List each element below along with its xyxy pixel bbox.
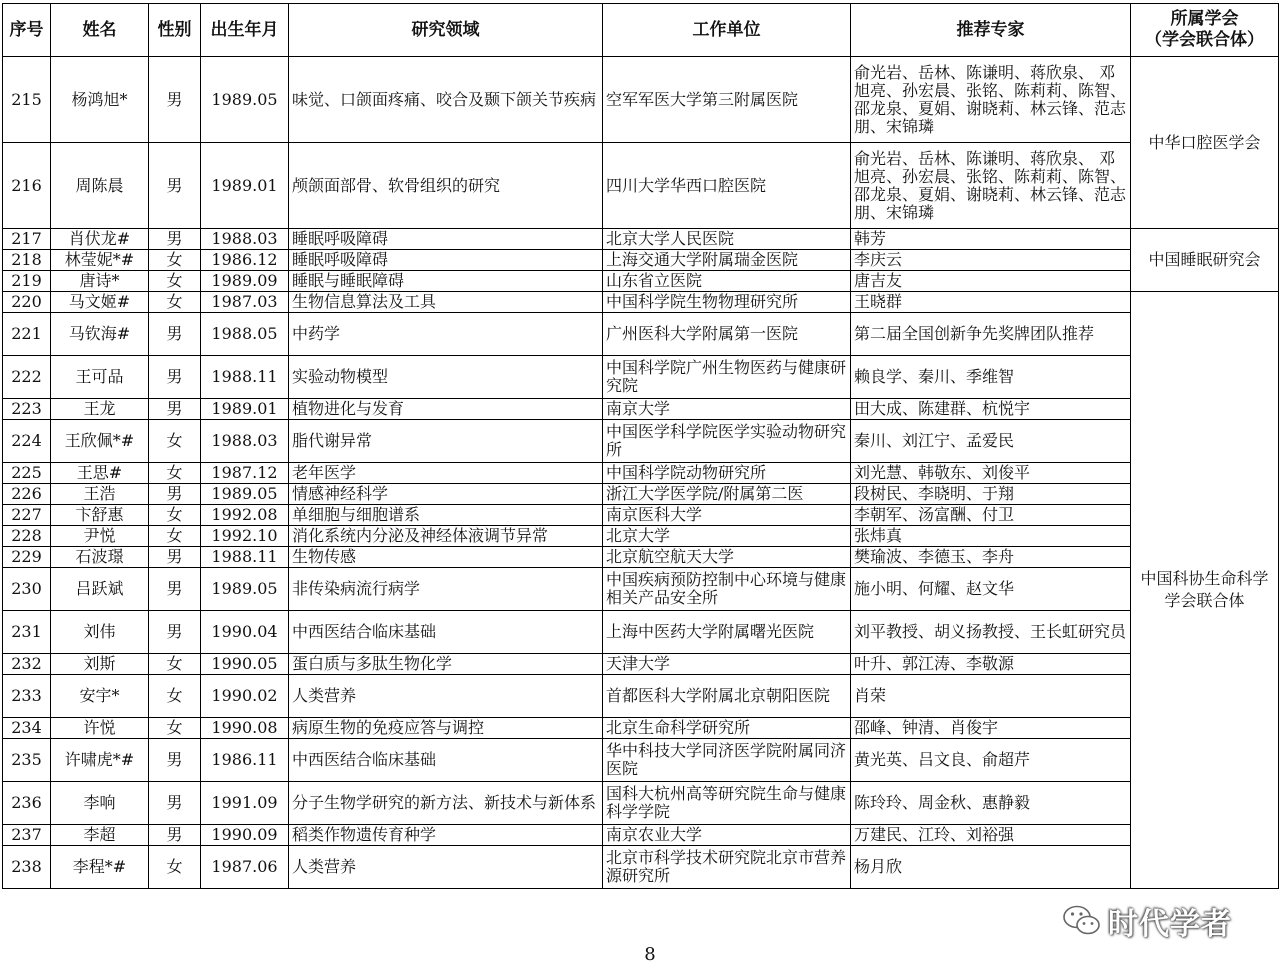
- cell-name: 安宇*: [51, 675, 149, 718]
- cell-experts: 李朝军、汤富酬、付卫: [851, 505, 1131, 526]
- cell-unit: 中国科学院广州生物医药与健康研究院: [603, 356, 851, 399]
- cell-sex: 男: [149, 57, 201, 143]
- cell-unit: 中国科学院动物研究所: [603, 463, 851, 484]
- cell-no: 215: [3, 57, 51, 143]
- header-name: 姓名: [51, 4, 149, 57]
- table-row: [3, 846, 1279, 889]
- cell-no: 220: [3, 292, 51, 313]
- cell-no: 224: [3, 420, 51, 463]
- cell-sex: 女: [149, 505, 201, 526]
- cell-sex: 男: [149, 568, 201, 611]
- cell-birth: 1990.02: [201, 675, 289, 718]
- cell-birth: 1986.11: [201, 739, 289, 782]
- cell-birth: 1990.04: [201, 611, 289, 654]
- cell-sex: 女: [149, 675, 201, 718]
- cell-unit: 南京医科大学: [603, 505, 851, 526]
- cell-birth: 1987.12: [201, 463, 289, 484]
- cell-field: 人类营养: [289, 675, 603, 718]
- cell-name: 刘伟: [51, 611, 149, 654]
- cell-name: 王欣佩*#: [51, 420, 149, 463]
- cell-name: 马文姬#: [51, 292, 149, 313]
- cell-experts: 邵峰、钟清、肖俊宇: [851, 718, 1131, 739]
- cell-field: 脂代谢异常: [289, 420, 603, 463]
- cell-experts: 段树民、李晓明、于翔: [851, 484, 1131, 505]
- cell-no: 223: [3, 399, 51, 420]
- header-no: 序号: [3, 4, 51, 57]
- cell-unit: 天津大学: [603, 654, 851, 675]
- cell-experts: 李庆云: [851, 250, 1131, 271]
- cell-name: 王思#: [51, 463, 149, 484]
- cell-birth: 1988.11: [201, 547, 289, 568]
- table-row: [3, 420, 1279, 463]
- cell-no: 230: [3, 568, 51, 611]
- table-row: [3, 782, 1279, 825]
- cell-field: 非传染病流行病学: [289, 568, 603, 611]
- cell-field: 情感神经科学: [289, 484, 603, 505]
- cell-unit: 南京农业大学: [603, 825, 851, 846]
- cell-unit: 四川大学华西口腔医院: [603, 143, 851, 229]
- table-row: [3, 611, 1279, 654]
- cell-no: 235: [3, 739, 51, 782]
- cell-experts: 万建民、江玲、刘裕强: [851, 825, 1131, 846]
- cell-unit: 首都医科大学附属北京朝阳医院: [603, 675, 851, 718]
- cell-no: 234: [3, 718, 51, 739]
- cell-sex: 女: [149, 463, 201, 484]
- cell-experts: 樊瑜波、李德玉、李舟: [851, 547, 1131, 568]
- cell-experts: 施小明、何耀、赵文华: [851, 568, 1131, 611]
- cell-no: 217: [3, 229, 51, 250]
- header-sex: 性别: [149, 4, 201, 57]
- header-society-line1: 所属学会: [1170, 9, 1239, 29]
- cell-birth: 1988.03: [201, 229, 289, 250]
- cell-no: 222: [3, 356, 51, 399]
- cell-sex: 男: [149, 547, 201, 568]
- table-row: [3, 505, 1279, 526]
- table-row: [3, 825, 1279, 846]
- cell-experts: 刘光慧、韩敬东、刘俊平: [851, 463, 1131, 484]
- page-number: 8: [644, 944, 656, 965]
- cell-field: 单细胞与细胞谱系: [289, 505, 603, 526]
- cell-field: 分子生物学研究的新方法、新技术与新体系: [289, 782, 603, 825]
- cell-no: 226: [3, 484, 51, 505]
- cell-sex: 女: [149, 420, 201, 463]
- cell-name: 杨鸿旭*: [51, 57, 149, 143]
- cell-experts: 王晓群: [851, 292, 1131, 313]
- table-row: [3, 463, 1279, 484]
- header-unit: 工作单位: [603, 4, 851, 57]
- cell-name: 李超: [51, 825, 149, 846]
- cell-unit: 中国科学院生物物理研究所: [603, 292, 851, 313]
- cell-name: 王浩: [51, 484, 149, 505]
- table-row: [3, 292, 1279, 313]
- cell-experts: 陈玲玲、周金秋、惠静毅: [851, 782, 1131, 825]
- cell-field: 颅颌面部骨、软骨组织的研究: [289, 143, 603, 229]
- cell-sex: 女: [149, 250, 201, 271]
- cell-no: 238: [3, 846, 51, 889]
- cell-experts: 俞光岩、岳林、陈谦明、蒋欣泉、 邓旭亮、孙宏晨、张铭、陈莉莉、陈智、邵龙泉、夏娟、谢晓莉、林云锋、范志朋、宋锦璘: [851, 57, 1131, 143]
- cell-sex: 男: [149, 825, 201, 846]
- cell-name: 吕跃斌: [51, 568, 149, 611]
- cell-sex: 女: [149, 292, 201, 313]
- header-birth: 出生年月: [201, 4, 289, 57]
- table-row: [3, 568, 1279, 611]
- wechat-icon: [1062, 904, 1102, 938]
- cell-sex: 女: [149, 846, 201, 889]
- cell-name: 肖伏龙#: [51, 229, 149, 250]
- cell-name: 林莹妮*#: [51, 250, 149, 271]
- cell-field: 病原生物的免疫应答与调控: [289, 718, 603, 739]
- header-experts: 推荐专家: [851, 4, 1131, 57]
- cell-unit: 上海中医药大学附属曙光医院: [603, 611, 851, 654]
- table-row: [3, 250, 1279, 271]
- cell-birth: 1988.11: [201, 356, 289, 399]
- cell-sex: 男: [149, 739, 201, 782]
- cell-society: 中国睡眠研究会: [1131, 229, 1279, 292]
- cell-name: 许悦: [51, 718, 149, 739]
- cell-name: 刘斯: [51, 654, 149, 675]
- cell-name: 尹悦: [51, 526, 149, 547]
- cell-name: 唐诗*: [51, 271, 149, 292]
- cell-birth: 1986.12: [201, 250, 289, 271]
- cell-no: 237: [3, 825, 51, 846]
- cell-no: 225: [3, 463, 51, 484]
- cell-experts: 唐吉友: [851, 271, 1131, 292]
- cell-field: 实验动物模型: [289, 356, 603, 399]
- cell-field: 中药学: [289, 313, 603, 356]
- cell-sex: 女: [149, 271, 201, 292]
- cell-birth: 1990.09: [201, 825, 289, 846]
- cell-no: 218: [3, 250, 51, 271]
- cell-field: 消化系统内分泌及神经体液调节异常: [289, 526, 603, 547]
- header-row: [3, 4, 1279, 57]
- cell-field: 睡眠呼吸障碍: [289, 229, 603, 250]
- cell-field: 蛋白质与多肽生物化学: [289, 654, 603, 675]
- table-row: [3, 57, 1279, 143]
- cell-unit: 广州医科大学附属第一医院: [603, 313, 851, 356]
- cell-experts: 秦川、刘江宁、孟爱民: [851, 420, 1131, 463]
- cell-unit: 北京航空航天大学: [603, 547, 851, 568]
- cell-birth: 1988.05: [201, 313, 289, 356]
- cell-birth: 1989.01: [201, 399, 289, 420]
- cell-experts: 黄光英、吕文良、俞超芹: [851, 739, 1131, 782]
- cell-unit: 中国疾病预防控制中心环境与健康相关产品安全所: [603, 568, 851, 611]
- cell-experts: 田大成、陈建群、杭悦宇: [851, 399, 1131, 420]
- cell-no: 228: [3, 526, 51, 547]
- cell-no: 229: [3, 547, 51, 568]
- cell-sex: 男: [149, 399, 201, 420]
- cell-birth: 1989.05: [201, 484, 289, 505]
- cell-field: 中西医结合临床基础: [289, 611, 603, 654]
- cell-experts: 赖良学、秦川、季维智: [851, 356, 1131, 399]
- cell-birth: 1989.09: [201, 271, 289, 292]
- cell-no: 232: [3, 654, 51, 675]
- cell-field: 稻类作物遗传育种学: [289, 825, 603, 846]
- cell-unit: 华中科技大学同济医学院附属同济医院: [603, 739, 851, 782]
- table-row: [3, 143, 1279, 229]
- cell-sex: 男: [149, 143, 201, 229]
- cell-unit: 浙江大学医学院/附属第二医: [603, 484, 851, 505]
- cell-no: 231: [3, 611, 51, 654]
- cell-sex: 男: [149, 313, 201, 356]
- cell-sex: 男: [149, 229, 201, 250]
- cell-field: 味觉、口颌面疼痛、咬合及颞下颌关节疾病: [289, 57, 603, 143]
- table-row: [3, 718, 1279, 739]
- cell-sex: 男: [149, 484, 201, 505]
- cell-field: 生物信息算法及工具: [289, 292, 603, 313]
- cell-sex: 女: [149, 718, 201, 739]
- cell-no: 236: [3, 782, 51, 825]
- cell-name: 许啸虎*#: [51, 739, 149, 782]
- cell-birth: 1987.06: [201, 846, 289, 889]
- cell-birth: 1989.05: [201, 57, 289, 143]
- cell-sex: 男: [149, 356, 201, 399]
- cell-name: 王龙: [51, 399, 149, 420]
- cell-no: 216: [3, 143, 51, 229]
- cell-birth: 1990.08: [201, 718, 289, 739]
- cell-unit: 山东省立医院: [603, 271, 851, 292]
- cell-field: 睡眠与睡眠障碍: [289, 271, 603, 292]
- cell-unit: 北京生命科学研究所: [603, 718, 851, 739]
- cell-unit: 国科大杭州高等研究院生命与健康科学学院: [603, 782, 851, 825]
- cell-experts: 刘平教授、胡义扬教授、王长虹研究员: [851, 611, 1131, 654]
- cell-field: 植物进化与发育: [289, 399, 603, 420]
- cell-name: 王可品: [51, 356, 149, 399]
- cell-name: 卞舒惠: [51, 505, 149, 526]
- cell-unit: 北京大学: [603, 526, 851, 547]
- table-row: [3, 547, 1279, 568]
- watermark-text: 时代学者: [1108, 907, 1232, 942]
- cell-society: 中华口腔医学会: [1131, 57, 1279, 229]
- cell-name: 李响: [51, 782, 149, 825]
- cell-no: 219: [3, 271, 51, 292]
- table-row: [3, 739, 1279, 782]
- cell-experts: 杨月欣: [851, 846, 1131, 889]
- cell-sex: 女: [149, 526, 201, 547]
- cell-field: 老年医学: [289, 463, 603, 484]
- cell-birth: 1989.01: [201, 143, 289, 229]
- cell-experts: 韩芳: [851, 229, 1131, 250]
- cell-birth: 1988.03: [201, 420, 289, 463]
- cell-name: 李程*#: [51, 846, 149, 889]
- table-row: [3, 313, 1279, 356]
- table-row: [3, 654, 1279, 675]
- cell-unit: 空军军医大学第三附属医院: [603, 57, 851, 143]
- cell-field: 人类营养: [289, 846, 603, 889]
- cell-unit: 南京大学: [603, 399, 851, 420]
- header-society: [1131, 4, 1279, 57]
- cell-sex: 女: [149, 654, 201, 675]
- cell-unit: 北京大学人民医院: [603, 229, 851, 250]
- cell-field: 中西医结合临床基础: [289, 739, 603, 782]
- cell-experts: 俞光岩、岳林、陈谦明、蒋欣泉、 邓旭亮、孙宏晨、张铭、陈莉莉、陈智、邵龙泉、夏娟、谢晓莉、林云锋、范志朋、宋锦璘: [851, 143, 1131, 229]
- table-row: [3, 526, 1279, 547]
- cell-name: 石波璟: [51, 547, 149, 568]
- header-society-line2: （学会联合体）: [1145, 30, 1264, 50]
- cell-name: 马钦海#: [51, 313, 149, 356]
- cell-unit: 上海交通大学附属瑞金医院: [603, 250, 851, 271]
- cell-no: 227: [3, 505, 51, 526]
- cell-birth: 1992.08: [201, 505, 289, 526]
- cell-experts: 第二届全国创新争先奖牌团队推荐: [851, 313, 1131, 356]
- table-row: [3, 229, 1279, 250]
- cell-no: 221: [3, 313, 51, 356]
- table-row: [3, 484, 1279, 505]
- table-row: [3, 271, 1279, 292]
- header-field: 研究领域: [289, 4, 603, 57]
- cell-no: 233: [3, 675, 51, 718]
- cell-experts: 叶升、郭江涛、李敬源: [851, 654, 1131, 675]
- cell-sex: 男: [149, 782, 201, 825]
- cell-birth: 1987.03: [201, 292, 289, 313]
- roster-body: [3, 57, 1279, 889]
- table-row: [3, 356, 1279, 399]
- cell-field: 生物传感: [289, 547, 603, 568]
- table-row: [3, 675, 1279, 718]
- cell-birth: 1990.05: [201, 654, 289, 675]
- cell-unit: 中国医学科学院医学实验动物研究所: [603, 420, 851, 463]
- roster-table: [2, 3, 1279, 889]
- cell-unit: 北京市科学技术研究院北京市营养源研究所: [603, 846, 851, 889]
- cell-experts: 张炜真: [851, 526, 1131, 547]
- cell-birth: 1991.09: [201, 782, 289, 825]
- cell-birth: 1992.10: [201, 526, 289, 547]
- cell-name: 周陈晨: [51, 143, 149, 229]
- cell-experts: 肖荣: [851, 675, 1131, 718]
- watermark: [1062, 899, 1232, 943]
- cell-society: 中国科协生命科学学会联合体: [1131, 292, 1279, 889]
- cell-birth: 1989.05: [201, 568, 289, 611]
- table-row: [3, 399, 1279, 420]
- cell-field: 睡眠呼吸障碍: [289, 250, 603, 271]
- cell-sex: 男: [149, 611, 201, 654]
